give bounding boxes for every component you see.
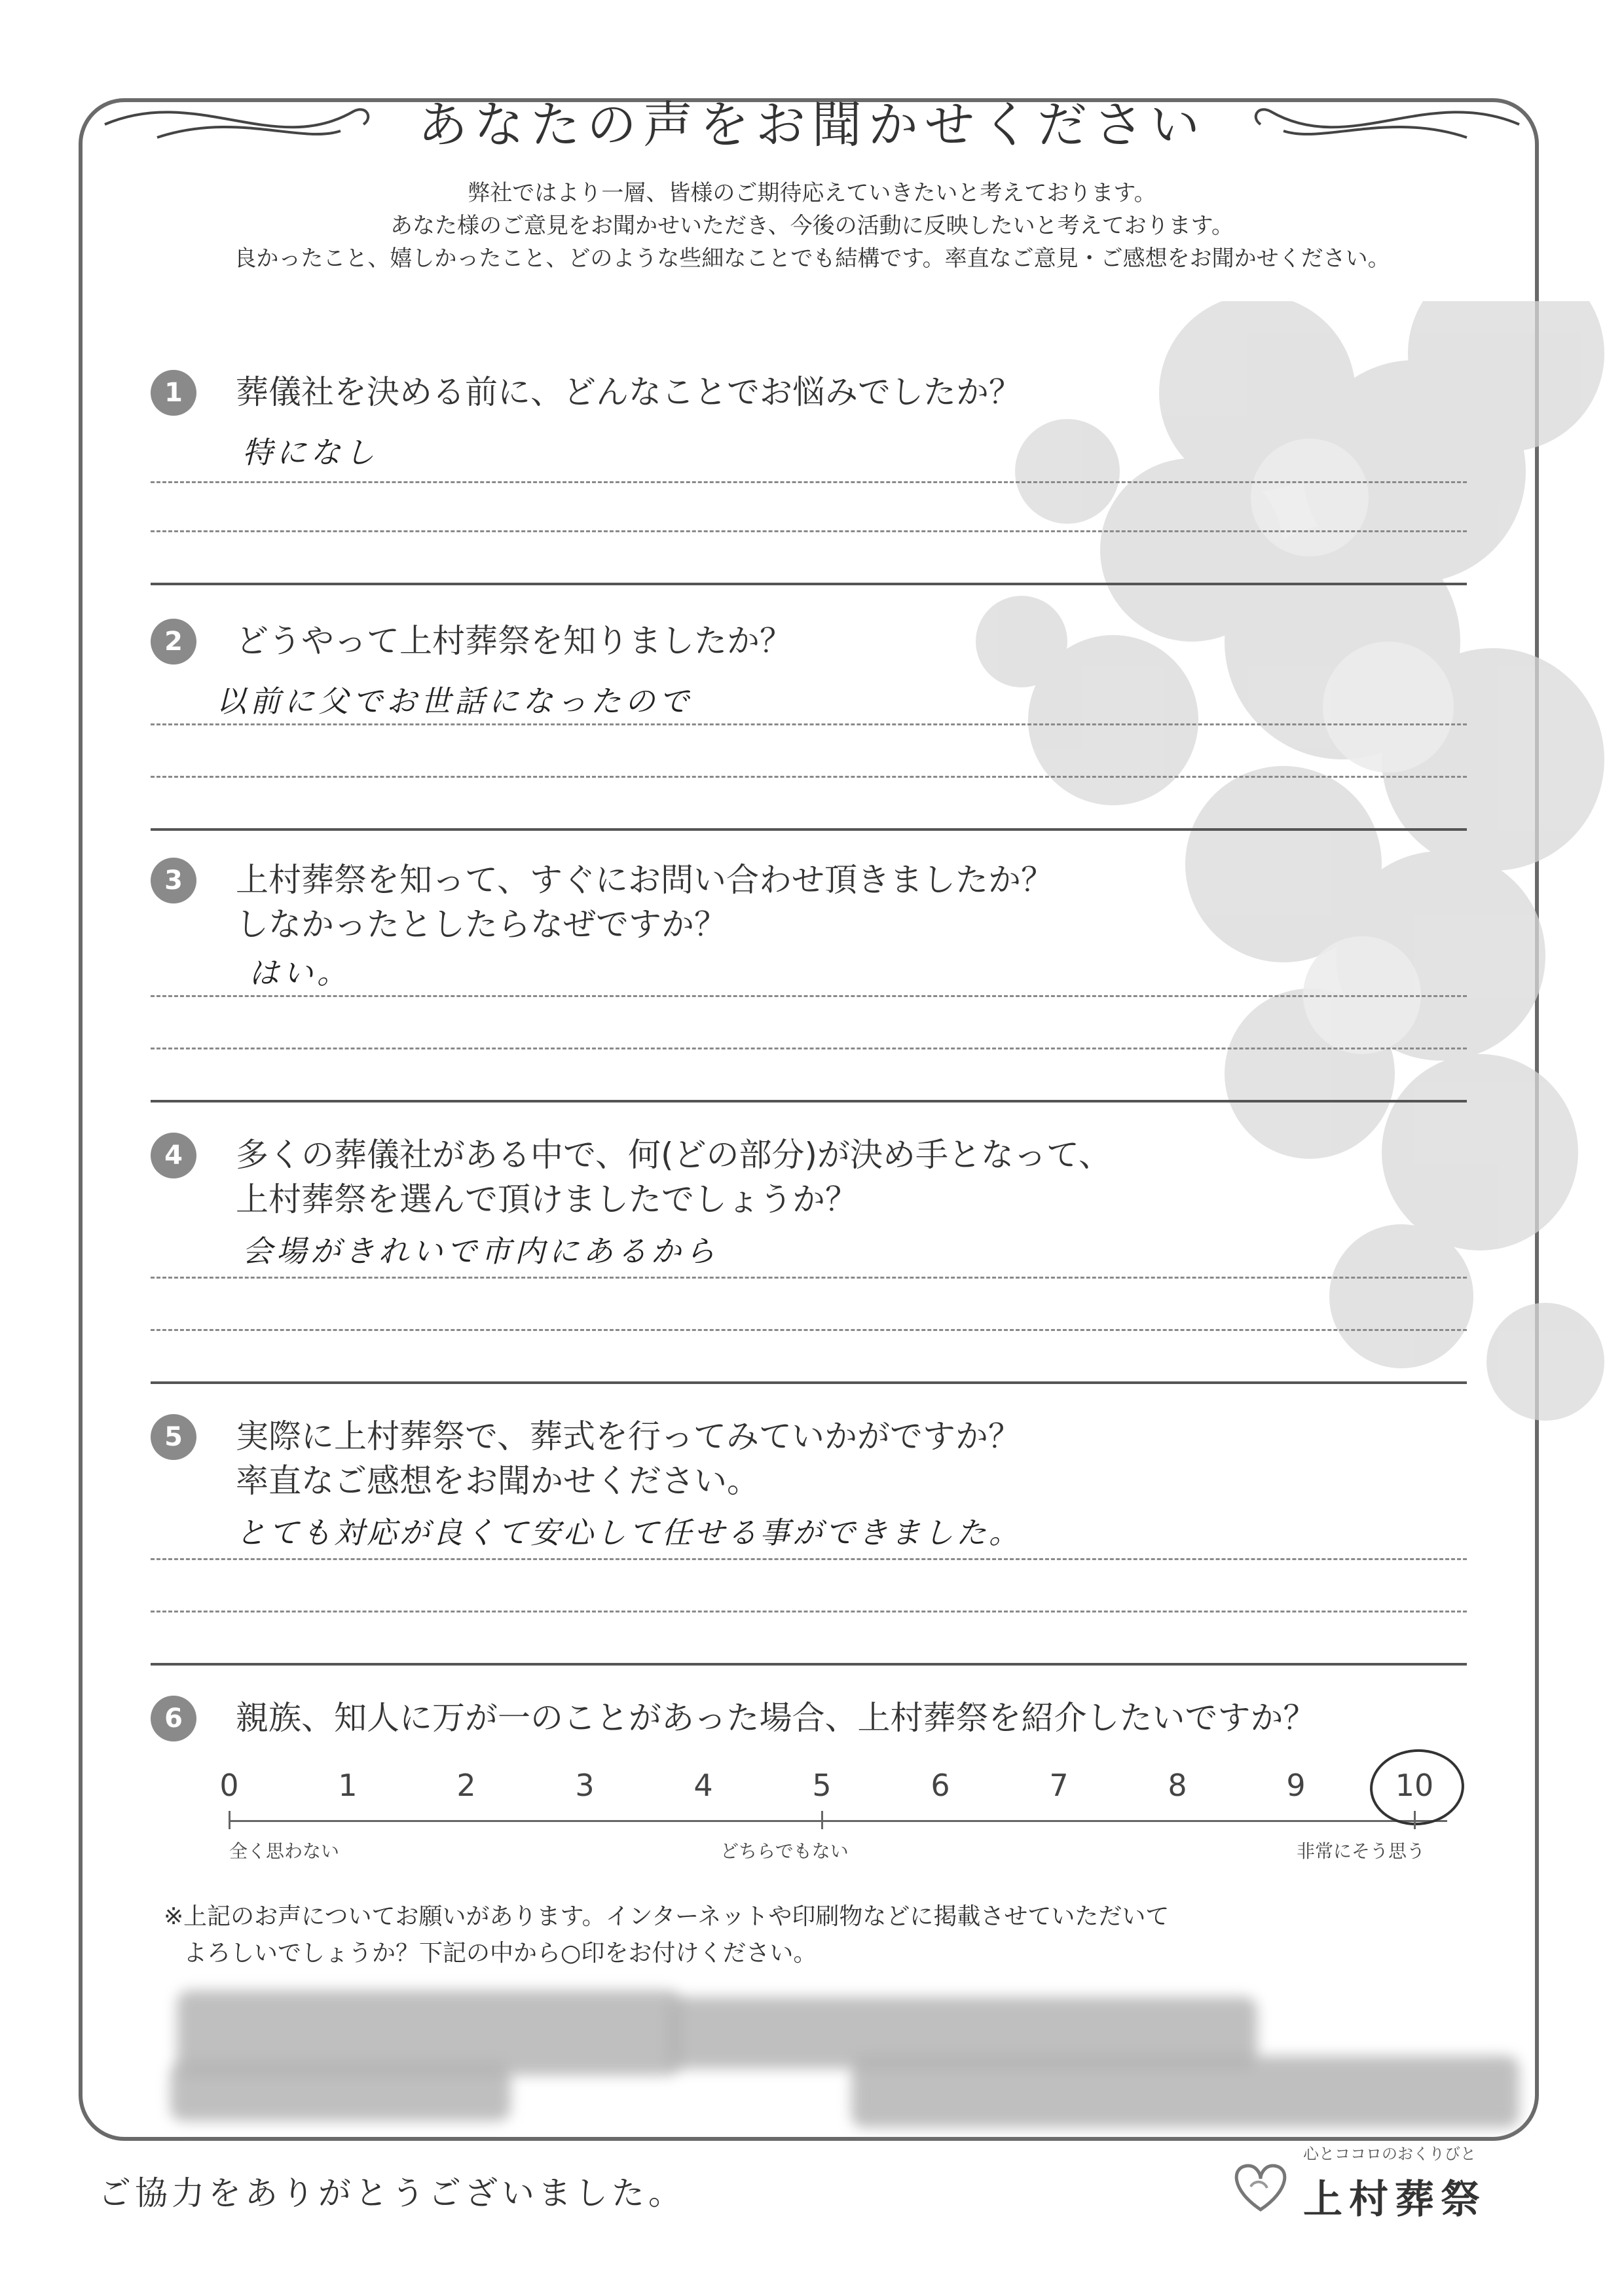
scale-number[interactable]: 2 [456, 1768, 476, 1803]
page-title: あなたの声をお聞かせください [418, 96, 1206, 154]
company-logo [1225, 2141, 1526, 2226]
question-text: どうやって上村葬祭を知りましたか？ [236, 622, 792, 660]
answer-text[interactable]: 特になし [242, 435, 378, 470]
answer-text[interactable]: はい。 [249, 955, 351, 991]
scale-label-mid: どちらでもない [720, 1840, 849, 1862]
question-number-badge: 6 [151, 1696, 196, 1741]
answer-line [151, 723, 1467, 725]
scale-number[interactable]: 10 [1395, 1768, 1434, 1803]
answer-text[interactable]: 会場がきれいで市内にあるから [242, 1233, 719, 1269]
logo-tagline: 心とココロのおくりびと [1303, 2145, 1476, 2163]
question-number-badge: 1 [151, 370, 196, 416]
scale-number[interactable]: 0 [219, 1768, 239, 1803]
scale-tick [821, 1811, 823, 1829]
answer-line [151, 1558, 1467, 1560]
scale-axis [229, 1820, 1447, 1822]
scale-number[interactable]: 6 [931, 1768, 950, 1803]
question-line: 多くの葬儀社がある中で、何(どの部分)が決め手となって、 [236, 1136, 1112, 1174]
answer-line [151, 1611, 1467, 1613]
answer-line [151, 530, 1467, 532]
question-line: 上村葬祭を選んで頂けましたでしょうか？ [236, 1180, 858, 1218]
answer-line [151, 1329, 1467, 1331]
question-line: 率直なご感想をお聞かせください。 [236, 1462, 760, 1500]
heart-logo-icon [1225, 2154, 1297, 2219]
scale-label-low: 全く思わない [229, 1840, 340, 1862]
question-text: 親族、知人に万が一のことがあった場合、上村葬祭を紹介したいですか？ [236, 1699, 1316, 1737]
note-line: ※上記のお声についてお願いがあります。インターネットや印刷物などに掲載させていただいて [164, 1903, 1170, 1930]
logo-name: 上村葬祭 [1303, 2177, 1486, 2223]
section-divider [151, 1663, 1467, 1666]
question-number-badge: 2 [151, 619, 196, 665]
question-text [236, 1414, 1021, 1503]
answer-line [151, 776, 1467, 778]
thanks-message: ご協力をありがとうございました。 [98, 2174, 685, 2212]
scale-number[interactable]: 9 [1286, 1768, 1306, 1803]
section-divider [151, 583, 1467, 585]
intro-line: あなた様のご意見をお聞かせいただき、今後の活動に反映したいと考えております。 [390, 213, 1234, 239]
intro-line: 良かったこと、嬉しかったこと、どのような些細なことでも結構です。率直なご意見・ご感想をお聞かせください。 [234, 246, 1390, 272]
section-divider [151, 828, 1467, 831]
question-line: しなかったとしたらなぜですか？ [236, 905, 727, 943]
answer-text[interactable]: 以前に父でお世話になったので [216, 683, 693, 719]
question-line: 実際に上村葬祭で、葬式を行ってみていかがですか？ [236, 1417, 1021, 1455]
question-number-badge: 3 [151, 858, 196, 903]
scale-number[interactable]: 7 [1049, 1768, 1069, 1803]
scale-number[interactable]: 3 [575, 1768, 595, 1803]
redacted-area [170, 2062, 511, 2121]
question-line: 上村葬祭を知って、すぐにお問い合わせ頂きましたか？ [236, 861, 1054, 899]
intro-line: 弊社ではより一層、皆様のご期待応えていきたいと考えております。 [468, 180, 1156, 206]
answer-line [151, 1277, 1467, 1279]
permission-note [164, 1899, 1169, 1972]
rating-scale [219, 1768, 1473, 1866]
question-text [236, 1133, 1111, 1222]
scale-tick [1414, 1811, 1416, 1829]
scale-number[interactable]: 5 [812, 1768, 832, 1803]
scale-number[interactable]: 1 [338, 1768, 358, 1803]
scale-tick [229, 1811, 231, 1829]
section-divider [151, 1100, 1467, 1102]
redacted-area [851, 2056, 1519, 2128]
answer-line [151, 481, 1467, 483]
question-number-badge: 4 [151, 1133, 196, 1178]
question-text [236, 858, 1054, 947]
answer-line [151, 1048, 1467, 1049]
scale-label-high: 非常にそう思う [1297, 1840, 1426, 1862]
question-number-badge: 5 [151, 1414, 196, 1460]
answer-line [151, 995, 1467, 997]
note-line: よろしいでしょうか？下記の中から○印をお付けください。 [183, 1940, 817, 1967]
question-text: 葬儀社を決める前に、どんなことでお悩みでしたか？ [236, 373, 1022, 411]
scale-number[interactable]: 4 [693, 1768, 713, 1803]
intro-text [151, 177, 1473, 275]
answer-text[interactable]: とても対応が良くて安心して任せる事ができました。 [236, 1515, 1022, 1550]
scale-number[interactable]: 8 [1168, 1768, 1187, 1803]
section-divider [151, 1381, 1467, 1384]
